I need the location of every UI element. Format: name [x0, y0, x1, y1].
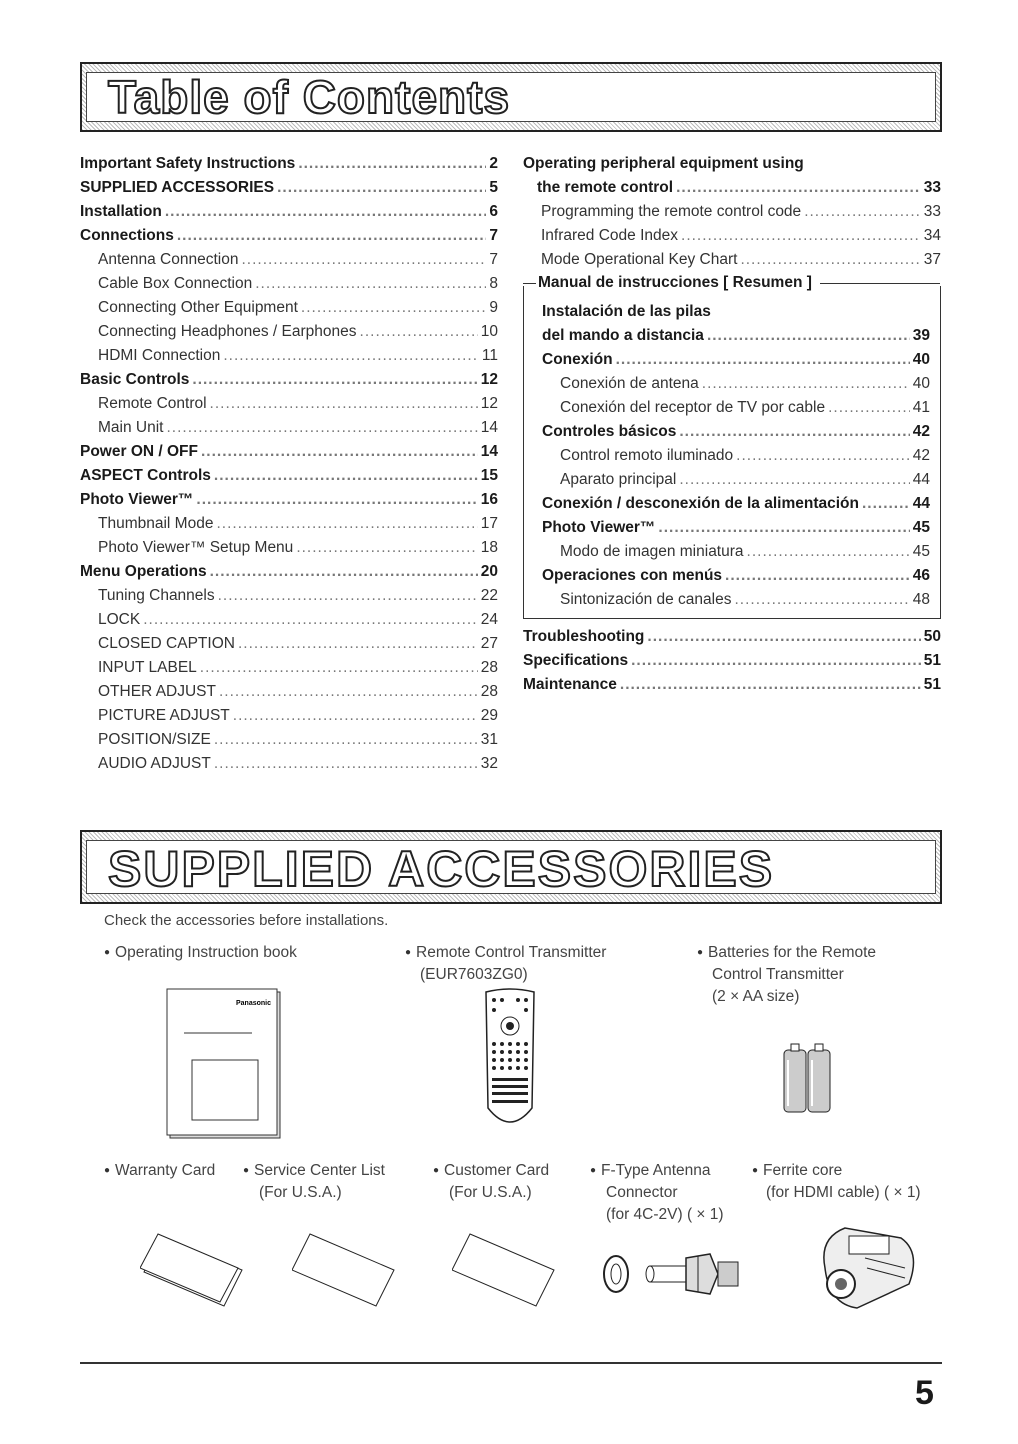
leader-dots [702, 372, 910, 396]
customer-card-illustration [452, 1230, 562, 1315]
leader-dots [734, 588, 909, 612]
leader-dots [255, 272, 486, 296]
toc-entry-page: 14 [480, 443, 498, 460]
toc-entry-page: 28 [480, 683, 498, 700]
toc-entry-title: ASPECT Controls [80, 467, 211, 484]
toc-entry [80, 392, 498, 416]
toc-entry [542, 468, 930, 492]
toc-entry-title: Modo de imagen miniatura [560, 543, 744, 560]
toc-entry [542, 564, 930, 588]
toc-entry-page: 8 [489, 275, 498, 292]
toc-entry-title: Power ON / OFF [80, 443, 198, 460]
toc-entry [523, 152, 941, 176]
toc-entry [542, 324, 930, 348]
toc-entry-page: 51 [923, 676, 941, 693]
toc-entry-page: 20 [480, 563, 498, 580]
toc-entry [542, 444, 930, 468]
toc-entry-title: CLOSED CAPTION [98, 635, 235, 652]
toc-entry-title: INPUT LABEL [98, 659, 197, 676]
toc-entry-page: 16 [480, 491, 498, 508]
toc-entry-title: del mando a distancia [542, 327, 704, 344]
toc-entry-page: 17 [480, 515, 498, 532]
toc-entry-title: Cable Box Connection [98, 275, 253, 292]
toc-entry [523, 673, 941, 697]
toc-entry-title: Photo Viewer™ [80, 491, 194, 508]
leader-dots [736, 444, 910, 468]
toc-entry-page: 34 [923, 227, 941, 244]
spanish-summary-box [523, 274, 941, 619]
toc-entry [80, 272, 498, 296]
toc-entry-title: Antenna Connection [98, 251, 239, 268]
toc-entry-page: 42 [912, 447, 930, 464]
book-label: ● Operating Instruction book [104, 944, 297, 961]
toc-entry [80, 200, 498, 224]
accessories-intro: Check the accessories before installations. [104, 912, 389, 929]
service-label: ● Service Center List (For U.S.A.) [243, 1162, 385, 1201]
customer-label: ● Customer Card (For U.S.A.) [433, 1162, 550, 1201]
leader-dots [676, 176, 921, 200]
remote-label: ● Remote Control Transmitter (EUR7603ZG0) [405, 944, 607, 983]
accessories-title: SUPPLIED ACCESSORIES [108, 841, 775, 897]
accessories-banner [80, 830, 942, 904]
leader-dots [200, 656, 478, 680]
service-list-illustration [292, 1230, 402, 1315]
leader-dots [196, 488, 477, 512]
toc-entry [80, 152, 498, 176]
toc-entry-title: Connecting Other Equipment [98, 299, 298, 316]
leader-dots [647, 625, 920, 649]
leader-dots [216, 512, 477, 536]
toc-entry-page: 50 [923, 628, 941, 645]
toc-entry-page: 12 [480, 371, 498, 388]
toc-entry-title: Maintenance [523, 676, 617, 693]
leader-dots [177, 224, 487, 248]
toc-entry-page: 41 [912, 399, 930, 416]
leader-dots [214, 464, 478, 488]
leader-dots [296, 536, 477, 560]
leader-dots [214, 752, 478, 776]
toc-entry [523, 625, 941, 649]
toc-entry [542, 588, 930, 612]
toc-entry-title: Conexión del receptor de TV por cable [560, 399, 826, 416]
toc-entry-page: 6 [489, 203, 498, 220]
toc-entry [542, 420, 930, 444]
toc-entry-page: 33 [923, 179, 941, 196]
toc-entry [80, 416, 498, 440]
toc-entry-page: 45 [912, 519, 930, 536]
toc-entry [80, 224, 498, 248]
toc-entry-page: 46 [912, 567, 930, 584]
toc-entry [542, 540, 930, 564]
leader-dots [218, 584, 478, 608]
toc-entry-title: Important Safety Instructions [80, 155, 296, 172]
toc-entry [542, 396, 930, 420]
toc-entry-page: 18 [480, 539, 498, 556]
toc-entry-title: Menu Operations [80, 563, 207, 580]
toc-entry [523, 200, 941, 224]
leader-dots [707, 324, 910, 348]
toc-right-column [523, 152, 941, 697]
toc-entry-title: Infrared Code Index [541, 227, 679, 244]
toc-entry-title: Operating peripheral equipment using [523, 155, 804, 172]
toc-entry [523, 649, 941, 673]
toc-entry-title: OTHER ADJUST [98, 683, 216, 700]
toc-entry [80, 344, 498, 368]
leader-dots [804, 200, 921, 224]
toc-left-column [80, 152, 498, 776]
toc-entry [542, 372, 930, 396]
toc-entry-title: AUDIO ADJUST [98, 755, 211, 772]
toc-entry [80, 488, 498, 512]
toc-entry-title: POSITION/SIZE [98, 731, 211, 748]
toc-entry [542, 516, 930, 540]
toc-entry-page: 11 [481, 347, 498, 364]
leader-dots [828, 396, 910, 420]
ftype-connector-illustration [600, 1244, 750, 1309]
toc-entry [542, 492, 930, 516]
toc-entry-title: the remote control [537, 179, 674, 196]
toc-entry-page: 5 [489, 179, 498, 196]
leader-dots [192, 368, 477, 392]
leader-dots [223, 344, 479, 368]
toc-entry [80, 536, 498, 560]
toc-entry [542, 348, 930, 372]
leader-dots [210, 392, 478, 416]
leader-dots [238, 632, 478, 656]
leader-dots [616, 348, 910, 372]
batteries-label: ● Batteries for the Remote Control Transmitter (2 × AA size) [697, 944, 877, 1005]
toc-entry-title: Sintonización de canales [560, 591, 732, 608]
toc-entry [542, 300, 930, 324]
toc-entry-title: Aparato principal [560, 471, 677, 488]
toc-entry-title: Photo Viewer™ [542, 519, 656, 536]
toc-entry-title: Remote Control [98, 395, 207, 412]
ferrite-label: ● Ferrite core (for HDMI cable) ( × 1) [752, 1162, 921, 1201]
toc-entry-title: Control remoto iluminado [560, 447, 734, 464]
toc-entry-page: 10 [480, 323, 498, 340]
toc-entry-title: Thumbnail Mode [98, 515, 214, 532]
toc-entry [80, 464, 498, 488]
toc-entry-title: Conexión / desconexión de la alimentación [542, 495, 859, 512]
toc-entry-page: 44 [912, 471, 930, 488]
leader-dots [679, 420, 909, 444]
toc-entry-page: 40 [912, 351, 930, 368]
leader-dots [301, 296, 486, 320]
toc-entry-title: Troubleshooting [523, 628, 645, 645]
toc-entry-page: 31 [480, 731, 498, 748]
toc-entry [80, 440, 498, 464]
leader-dots [233, 704, 478, 728]
toc-entry-page: 39 [912, 327, 930, 344]
toc-entry [80, 176, 498, 200]
leader-dots [143, 608, 478, 632]
ferrite-core-illustration [805, 1218, 925, 1323]
toc-entry-page: 40 [912, 375, 930, 392]
toc-entry-page: 42 [912, 423, 930, 440]
toc-entry-title: Conexión de antena [560, 375, 699, 392]
toc-entry-page: 22 [480, 587, 498, 604]
toc-entry [80, 368, 498, 392]
leader-dots [214, 728, 478, 752]
footer-rule [80, 1362, 942, 1364]
leader-dots [658, 516, 909, 540]
toc-entry [80, 560, 498, 584]
toc-entry-title: Mode Operational Key Chart [541, 251, 738, 268]
ftype-label: ● F-Type Antenna Connector (for 4C-2V) ( × 1) [590, 1162, 724, 1223]
toc-entry-page: 48 [912, 591, 930, 608]
toc-entry-page: 7 [489, 251, 498, 268]
toc-entry [523, 176, 941, 200]
leader-dots [210, 560, 478, 584]
toc-entry [80, 632, 498, 656]
leader-dots [681, 224, 921, 248]
toc-entry [80, 512, 498, 536]
remote-illustration [480, 988, 540, 1130]
toc-entry-title: Controles básicos [542, 423, 677, 440]
toc-entry-title: Connecting Headphones / Earphones [98, 323, 357, 340]
leader-dots [631, 649, 921, 673]
toc-entry-title: Instalación de las pilas [542, 303, 711, 320]
warranty-label: ● Warranty Card [104, 1162, 216, 1179]
instruction-book-illustration [166, 988, 286, 1140]
toc-entry-title: Specifications [523, 652, 629, 669]
toc-title: Table of Contents [108, 71, 511, 123]
leader-dots [747, 540, 910, 564]
toc-entry-page: 12 [480, 395, 498, 412]
warranty-card-illustration [140, 1230, 250, 1315]
toc-entry [80, 320, 498, 344]
toc-entry-title: Photo Viewer™ Setup Menu [98, 539, 294, 556]
leader-dots [360, 320, 478, 344]
leader-dots [165, 200, 487, 224]
toc-entry [80, 680, 498, 704]
toc-entry-title: Connections [80, 227, 174, 244]
book-brand: Panasonic [236, 1000, 272, 1007]
leader-dots [740, 248, 920, 272]
toc-entry-page: 24 [480, 611, 498, 628]
leader-dots [241, 248, 486, 272]
toc-entry-page: 2 [489, 155, 498, 172]
leader-dots [298, 152, 486, 176]
toc-entry-title: Conexión [542, 351, 613, 368]
toc-entry-page: 32 [480, 755, 498, 772]
toc-entry-page: 27 [480, 635, 498, 652]
toc-entry-page: 9 [489, 299, 498, 316]
toc-entry [80, 728, 498, 752]
toc-entry [80, 296, 498, 320]
toc-entry-title: Installation [80, 203, 162, 220]
toc-entry-page: 37 [923, 251, 941, 268]
leader-dots [620, 673, 921, 697]
toc-entry-page: 7 [489, 227, 498, 244]
toc-entry [523, 248, 941, 272]
spanish-summary-title: Manual de instrucciones [ Resumen ] [538, 274, 812, 291]
toc-entry-title: Main Unit [98, 419, 164, 436]
toc-entry-page: 14 [480, 419, 498, 436]
toc-entry-title: SUPPLIED ACCESSORIES [80, 179, 275, 196]
leader-dots [201, 440, 478, 464]
toc-entry [80, 752, 498, 776]
toc-banner [80, 62, 942, 132]
leader-dots [166, 416, 477, 440]
toc-entry-page: 44 [912, 495, 930, 512]
toc-entry [80, 704, 498, 728]
toc-entry [80, 656, 498, 680]
toc-entry-title: PICTURE ADJUST [98, 707, 230, 724]
toc-entry-title: Programming the remote control code [541, 203, 802, 220]
page-number: 5 [915, 1374, 934, 1412]
toc-entry-page: 29 [480, 707, 498, 724]
batteries-illustration [780, 1040, 836, 1116]
toc-entry-title: Tuning Channels [98, 587, 215, 604]
toc-entry-title: HDMI Connection [98, 347, 221, 364]
toc-entry [80, 584, 498, 608]
toc-entry-page: 15 [480, 467, 498, 484]
toc-entry [80, 248, 498, 272]
toc-entry-title: Basic Controls [80, 371, 190, 388]
toc-entry-page: 28 [480, 659, 498, 676]
toc-entry-title: Operaciones con menús [542, 567, 723, 584]
leader-dots [277, 176, 486, 200]
leader-dots [862, 492, 910, 516]
toc-entry-page: 45 [912, 543, 930, 560]
leader-dots [725, 564, 910, 588]
leader-dots [679, 468, 909, 492]
toc-entry [523, 224, 941, 248]
toc-entry-page: 51 [923, 652, 941, 669]
toc-entry-title: LOCK [98, 611, 141, 628]
toc-entry-page: 33 [923, 203, 941, 220]
toc-entry [80, 608, 498, 632]
leader-dots [219, 680, 478, 704]
